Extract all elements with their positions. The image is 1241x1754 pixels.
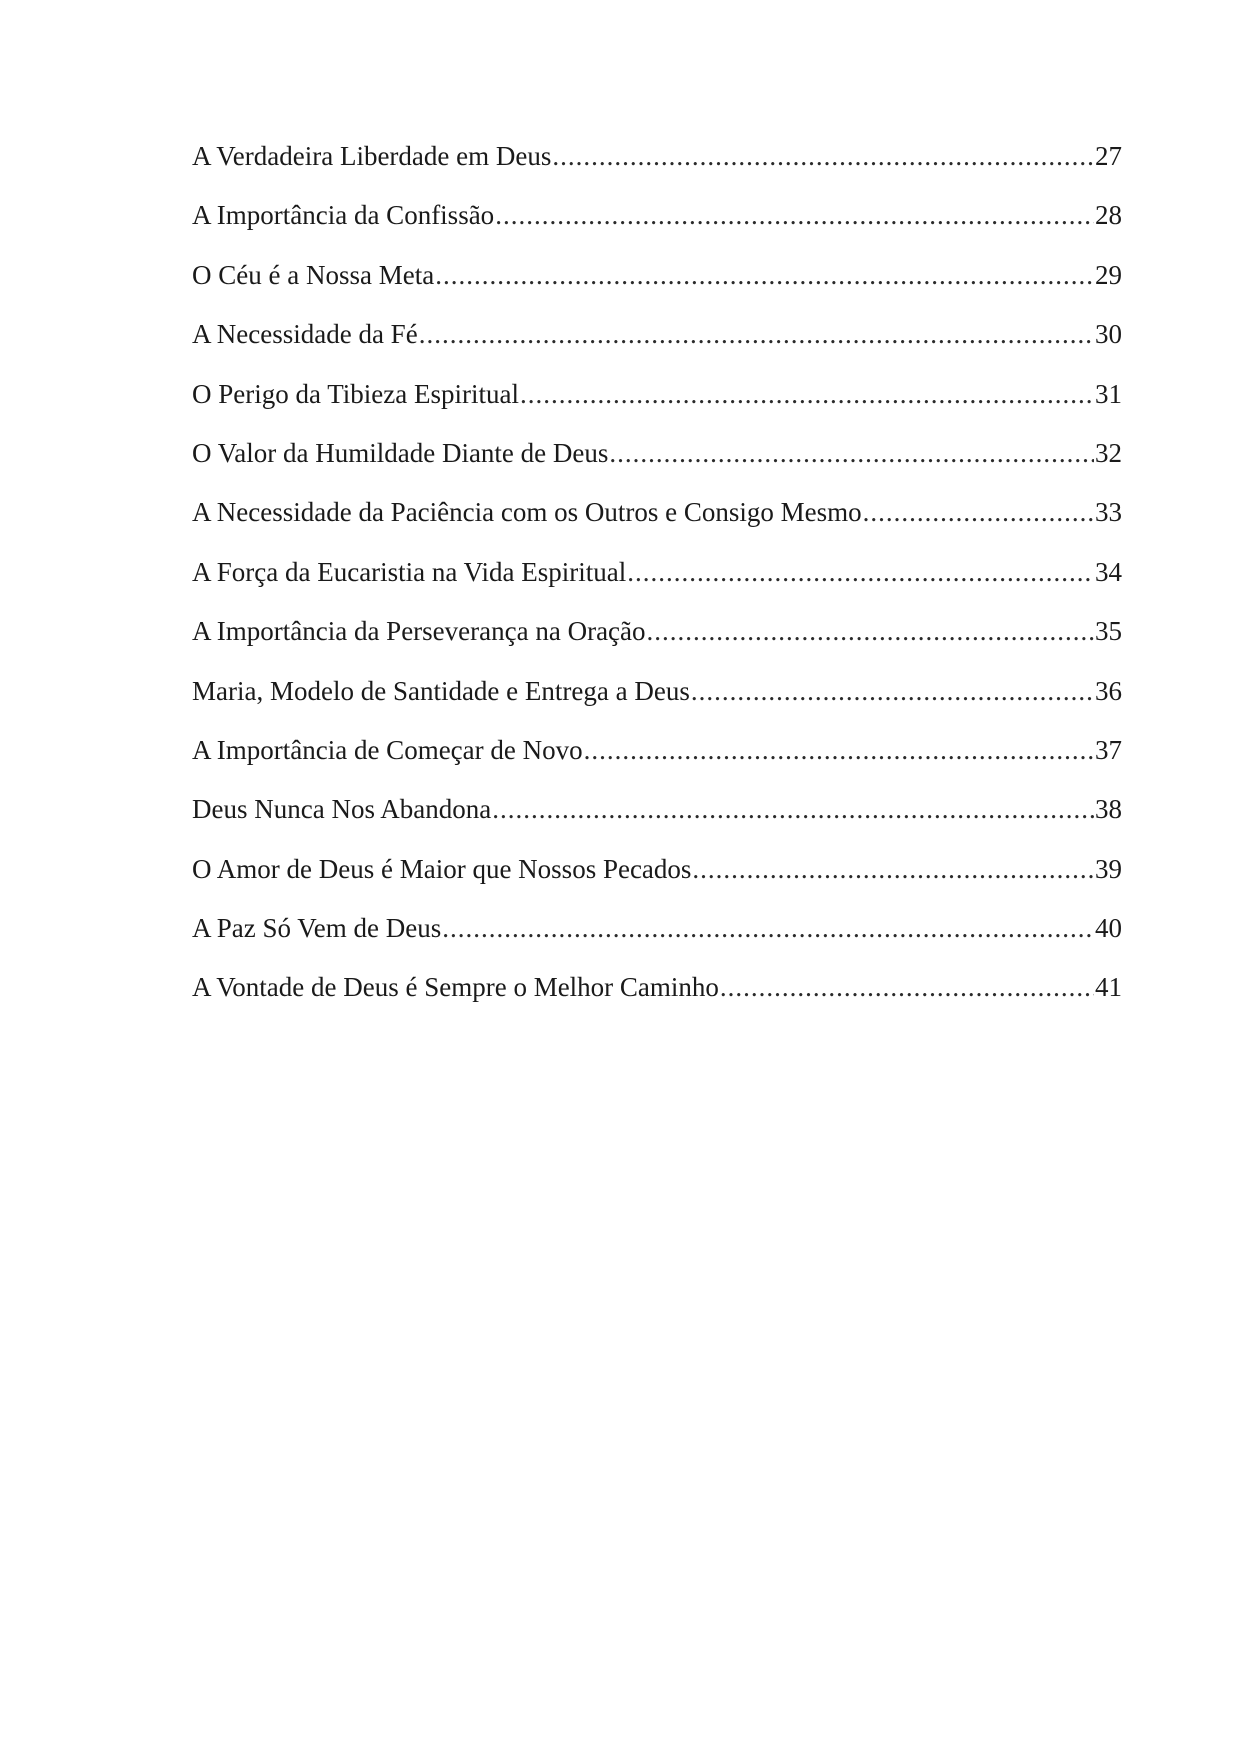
toc-entry[interactable]	[192, 793, 1122, 852]
toc-entry[interactable]	[192, 675, 1122, 734]
toc-entry[interactable]	[192, 140, 1122, 199]
toc-entry-page: 30	[1095, 319, 1122, 350]
toc-dot-leader	[419, 318, 1094, 350]
toc-entry-title: A Necessidade da Paciência com os Outros e Consigo Mesmo	[192, 497, 862, 528]
toc-entry-title: A Vontade de Deus é Sempre o Melhor Caminho	[192, 972, 719, 1003]
toc-entry-page: 39	[1095, 853, 1122, 884]
toc-dot-leader	[492, 793, 1094, 825]
toc-dot-leader	[584, 734, 1094, 766]
toc-dot-leader	[692, 853, 1094, 885]
toc-dot-leader	[435, 259, 1094, 291]
toc-entry-title: A Necessidade da Fé	[192, 319, 418, 350]
toc-entry-title: A Importância da Perseverança na Oração	[192, 616, 646, 647]
toc-dot-leader	[863, 496, 1094, 528]
toc-entry-page: 38	[1095, 794, 1122, 825]
toc-entry-title: A Paz Só Vem de Deus	[192, 913, 442, 944]
toc-dot-leader	[495, 199, 1094, 231]
toc-entry[interactable]	[192, 199, 1122, 258]
toc-dot-leader	[609, 437, 1094, 469]
toc-entry[interactable]	[192, 853, 1122, 912]
toc-dot-leader	[442, 912, 1094, 944]
toc-entry-title: Deus Nunca Nos Abandona	[192, 794, 492, 825]
toc-entry-page: 36	[1095, 675, 1122, 706]
toc-entry-page: 40	[1095, 913, 1122, 944]
toc-entry[interactable]	[192, 437, 1122, 496]
toc-dot-leader	[627, 556, 1094, 588]
toc-entry-page: 31	[1095, 378, 1122, 409]
toc-entry[interactable]	[192, 734, 1122, 793]
toc-dot-leader	[720, 971, 1094, 1003]
toc-dot-leader	[647, 615, 1094, 647]
toc-entry[interactable]	[192, 556, 1122, 615]
toc-entry[interactable]	[192, 971, 1122, 1030]
toc-entry[interactable]	[192, 912, 1122, 971]
toc-entry-title: A Importância da Confissão	[192, 200, 495, 231]
toc-entry-page: 35	[1095, 616, 1122, 647]
toc-entry[interactable]	[192, 318, 1122, 377]
toc-entry-page: 34	[1095, 556, 1122, 587]
toc-entry[interactable]	[192, 615, 1122, 674]
toc-entry-title: A Verdadeira Liberdade em Deus	[192, 141, 552, 171]
toc-entry-page: 27	[1095, 141, 1122, 171]
toc-entry-page: 29	[1095, 259, 1122, 290]
toc-entry-page: 33	[1095, 497, 1122, 528]
toc-dot-leader	[691, 675, 1094, 707]
toc-dot-leader	[552, 140, 1094, 172]
toc-entry-title: A Importância de Começar de Novo	[192, 734, 583, 765]
toc-entry-page: 32	[1095, 437, 1122, 468]
toc-dot-leader	[520, 378, 1094, 410]
toc-entry-title: Maria, Modelo de Santidade e Entrega a Deus	[192, 675, 690, 706]
toc-entry-page: 41	[1095, 972, 1122, 1003]
toc-entry-page: 37	[1095, 734, 1122, 765]
toc-entry-title: O Valor da Humildade Diante de Deus	[192, 437, 609, 468]
toc-entry-title: O Amor de Deus é Maior que Nossos Pecados	[192, 853, 692, 884]
toc-entry-title: A Força da Eucaristia na Vida Espiritual	[192, 556, 627, 587]
table-of-contents	[192, 140, 1122, 1031]
toc-entry-title: O Céu é a Nossa Meta	[192, 259, 435, 290]
toc-entry[interactable]	[192, 496, 1122, 555]
toc-entry[interactable]	[192, 259, 1122, 318]
toc-entry-title: O Perigo da Tibieza Espiritual	[192, 378, 519, 409]
toc-entry[interactable]	[192, 378, 1122, 437]
toc-entry-page: 28	[1095, 200, 1122, 231]
